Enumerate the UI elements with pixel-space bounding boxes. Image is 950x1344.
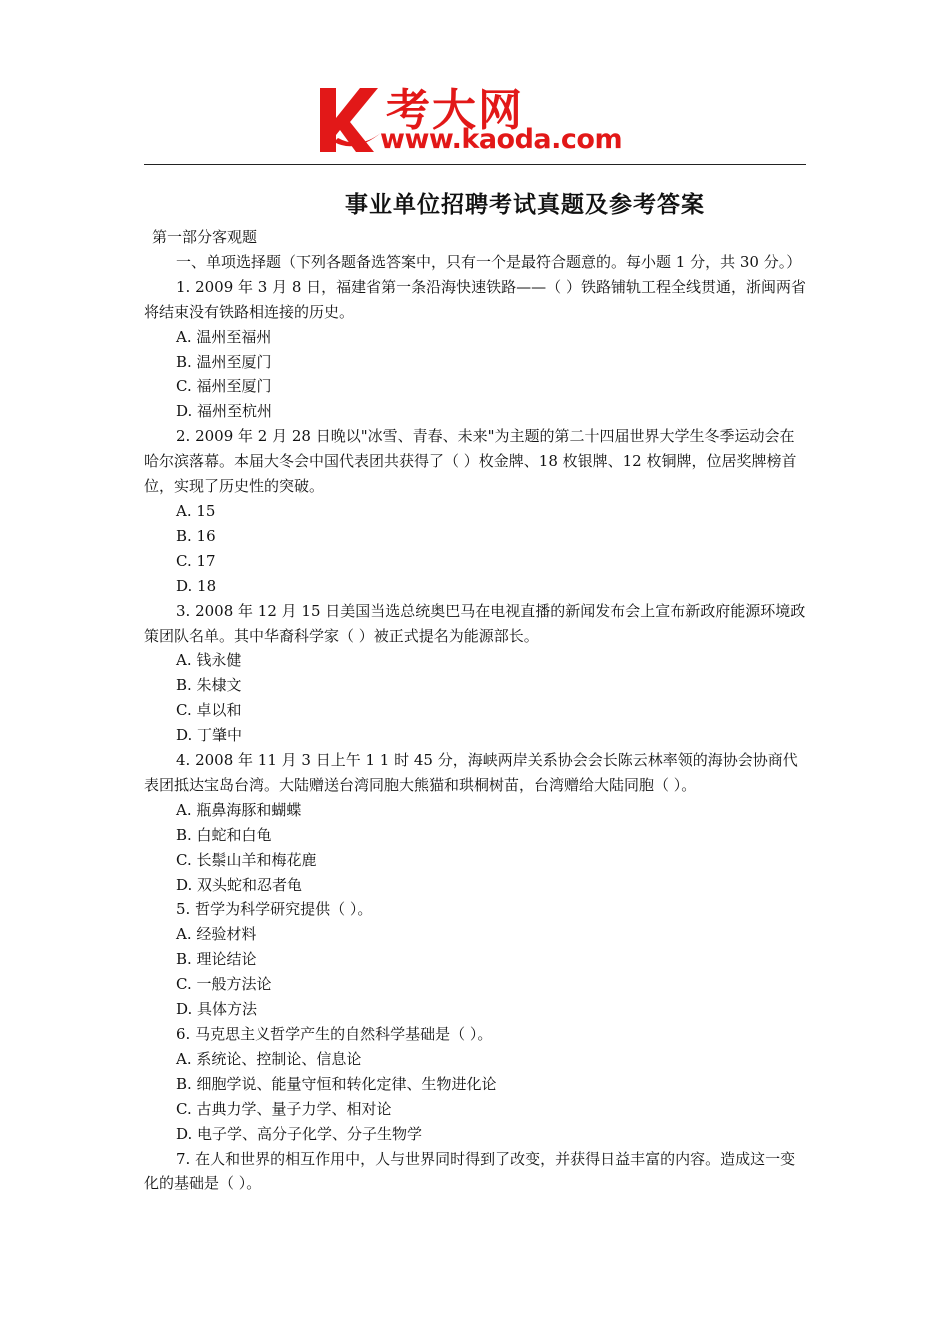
answer-option: C. 卓以和 bbox=[176, 701, 242, 720]
answer-option: B. 白蛇和白龟 bbox=[176, 825, 272, 844]
answer-option: B. 16 bbox=[176, 526, 216, 545]
page-title: 事业单位招聘考试真题及参考答案 bbox=[345, 191, 705, 218]
logo-brand-text: 考大网 bbox=[386, 85, 524, 136]
answer-option: D. 福州至杭州 bbox=[176, 402, 273, 421]
question-stem: 3. 2008 年 12 月 15 日美国当选总统奥巴马在电视直播的新闻发布会上宣布新政府能源环境政策团队名单。其中华裔科学家（ ）被正式提名为能源部长。 bbox=[144, 601, 806, 645]
document-body bbox=[144, 225, 808, 1196]
answer-option: A. 经验材料 bbox=[176, 925, 257, 944]
answer-option: D. 具体方法 bbox=[176, 1000, 258, 1019]
question-stem: 7. 在人和世界的相互作用中，人与世界同时得到了改变，并获得日益丰富的内容。造成这一变化的基础是（ ）。 bbox=[144, 1149, 796, 1193]
site-logo[interactable] bbox=[316, 80, 646, 160]
question-stem: 6. 马克思主义哲学产生的自然科学基础是（ ）。 bbox=[176, 1025, 493, 1043]
instruction-text: 一、单项选择题（下列各题备选答案中，只有一个是最符合题意的。每小题 1 分，共 30 分。） bbox=[176, 252, 802, 271]
question-stem: 4. 2008 年 11 月 3 日上午 1 1 时 45 分，海峡两岸关系协会会长陈云林率领的海协会协商代表团抵达宝岛台湾。大陆赠送台湾同胞大熊猫和珙桐树苗，台湾赠给大陆同胞（ ）。 bbox=[144, 751, 798, 794]
answer-option: C. 福州至厦门 bbox=[176, 377, 272, 396]
question-stem: 1. 2009 年 3 月 8 日，福建省第一条沿海快速铁路——（ ）铁路铺轨工程全线贯通，浙闽两省将结束没有铁路相连接的历史。 bbox=[144, 277, 806, 321]
question-stem: 2. 2009 年 2 月 28 日晚以"冰雪、青春、未来"为主题的第二十四届世界大学生冬季运动会在哈尔滨落幕。本届大冬会中国代表团共获得了（ ）枚金牌、18 枚银牌、12 枚铜牌，位居奖牌榜首位，实现了历史性的突破。 bbox=[144, 427, 797, 496]
logo-url-text: www.kaoda.com bbox=[380, 124, 623, 155]
section-heading: 第一部分客观题 bbox=[152, 228, 258, 246]
answer-option: D. 双头蛇和忍者龟 bbox=[176, 875, 303, 894]
answer-option: A. 系统论、控制论、信息论 bbox=[176, 1049, 362, 1068]
answer-option: A. 钱永健 bbox=[176, 651, 242, 670]
answer-option: C. 古典力学、量子力学、相对论 bbox=[176, 1099, 392, 1118]
answer-option: B. 温州至厦门 bbox=[176, 352, 272, 371]
answer-option: A. 瓶鼻海豚和蝴蝶 bbox=[176, 800, 302, 819]
answer-option: D. 18 bbox=[176, 576, 217, 595]
answer-option: C. 长鬃山羊和梅花鹿 bbox=[176, 850, 317, 869]
question-stem: 5. 哲学为科学研究提供（ ）。 bbox=[176, 900, 373, 919]
answer-option: B. 细胞学说、能量守恒和转化定律、生物进化论 bbox=[176, 1074, 497, 1093]
answer-option: A. 温州至福州 bbox=[176, 327, 272, 346]
answer-option: D. 电子学、高分子化学、分子生物学 bbox=[176, 1124, 423, 1143]
answer-option: B. 理论结论 bbox=[176, 950, 257, 969]
logo-k-mark-icon bbox=[316, 80, 386, 160]
answer-option: C. 17 bbox=[176, 551, 216, 570]
answer-option: A. 15 bbox=[176, 501, 216, 520]
answer-option: D. 丁肇中 bbox=[176, 726, 243, 745]
answer-option: B. 朱棣文 bbox=[176, 676, 242, 695]
answer-option: C. 一般方法论 bbox=[176, 975, 272, 994]
header-divider bbox=[144, 164, 806, 165]
